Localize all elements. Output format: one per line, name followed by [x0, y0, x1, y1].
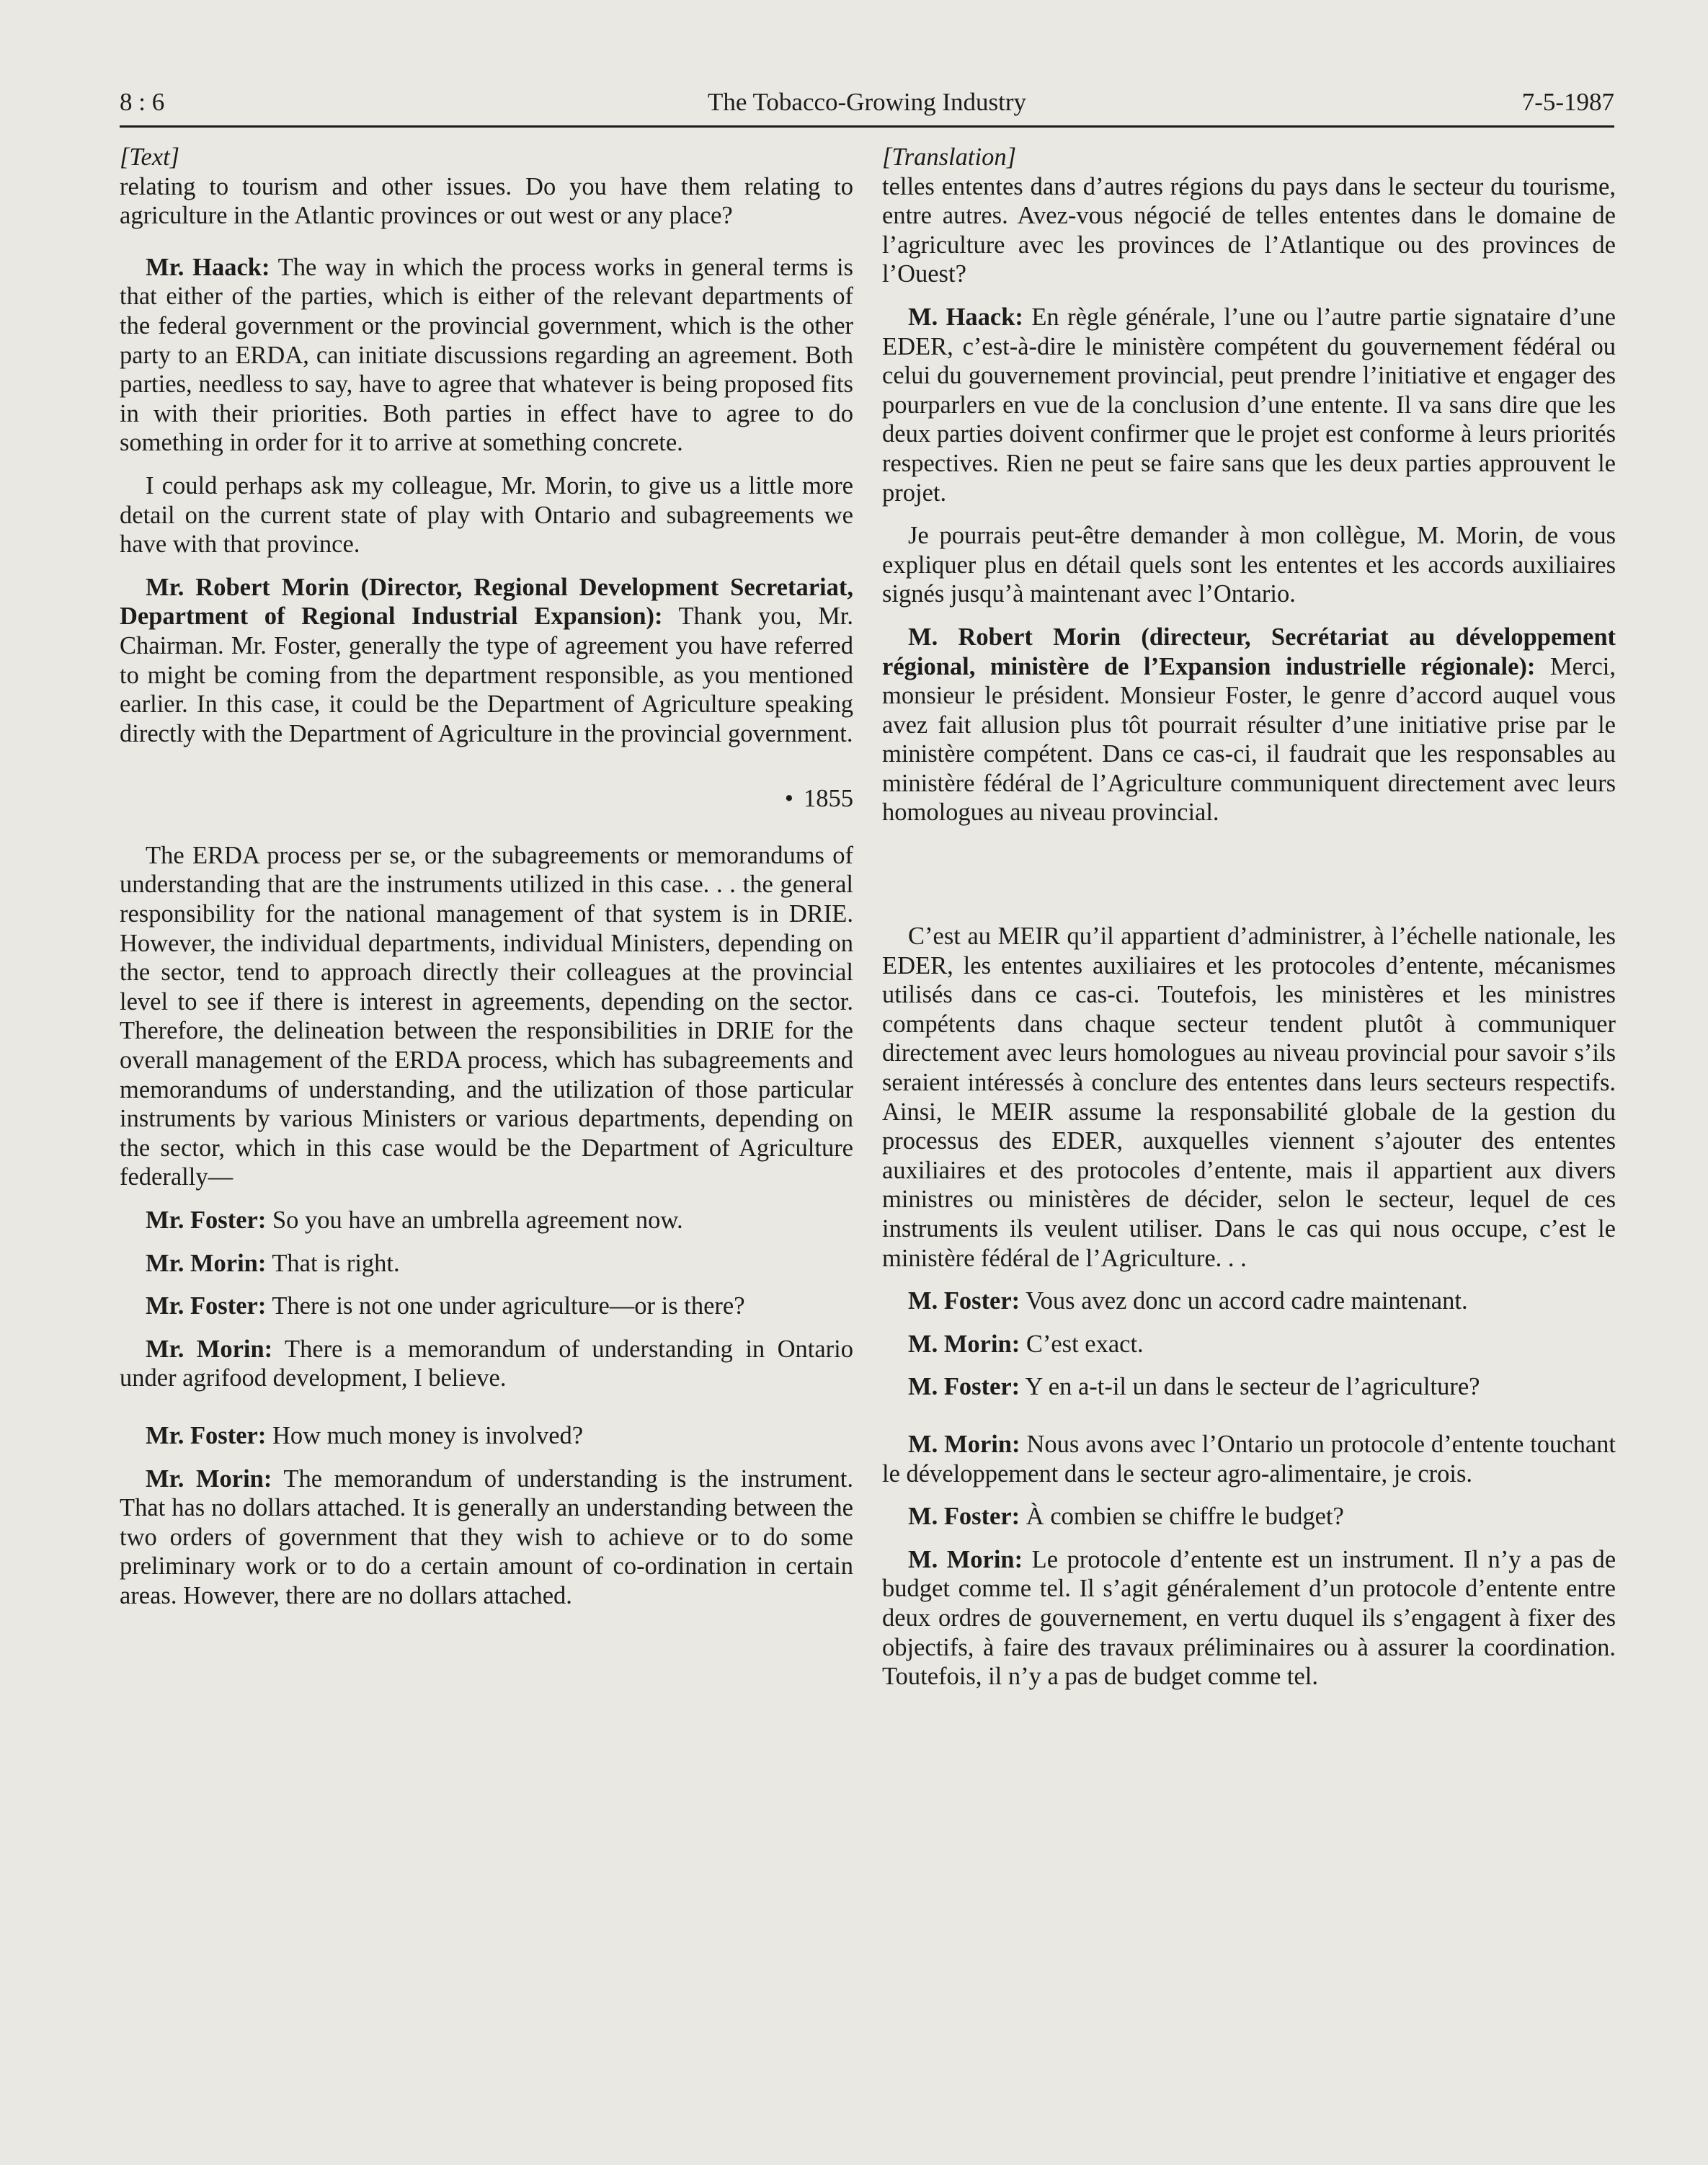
- paragraph: I could perhaps ask my colleague, Mr. Morin, to give us a little more detail on the current state of play with Ontario and subagreements we have with that province.: [120, 471, 853, 559]
- speech-text: Y en a-t-il un dans le secteur de l’agriculture?: [1020, 1373, 1480, 1401]
- paragraph: C’est au MEIR qu’il appartient d’administrer, à l’échelle nationale, les EDER, les ententes auxiliaires et les protocoles d’entente, mécanismes utilisés dans ce cas-ci. Toutefois, les ministères et les ministres compétents dans chaque secteur tendent plutôt à communiquer directement avec leurs homologues au niveau provincial pour savoir s’ils seraient intéressés à conclure des ententes dans leurs secteurs respectifs. Ainsi, le MEIR assume la responsabilité globale de la gestion du processus des EDER, auxquelles viennent s’ajouter des ententes auxiliaires et des protocoles d’entente, mais il appartient aux divers ministres ou ministères de décider, selon le secteur, lequel de ces instruments ils veulent utiliser. Dans le cas qui nous occupe, c’est le ministère fédéral de l’Agriculture. . .: [882, 923, 1616, 1272]
- language-tag: [Translation]: [882, 143, 1016, 171]
- bullet-icon: •: [784, 785, 793, 813]
- english-column: [120, 143, 853, 1624]
- speaker-name: Mr. Foster:: [146, 1292, 267, 1320]
- paragraph: [120, 1206, 853, 1235]
- speaker-name: M. Morin:: [908, 1545, 1023, 1573]
- paragraph: [882, 1330, 1616, 1359]
- paragraph: [120, 1292, 853, 1321]
- time-marker: [120, 784, 853, 814]
- speaker-name: M. Morin:: [908, 1430, 1020, 1458]
- speech-text: Nous avons avec l’Ontario un protocole d’entente touchant le développement dans le secteur agro-alimentaire, je crois.: [882, 1430, 1616, 1488]
- speech-text: There is not one under agriculture—or is there?: [266, 1292, 745, 1320]
- speech-text: The way in which the process works in general terms is that either of the parties, which is either of the relevant departments of the federal government or the provincial government, which is the other party to an ERDA, can initiate discussions regarding an agreement. Both parties, needless to say, have to agree that whatever is being proposed fits in with their priorities. Both parties in effect have to agree to do something in order for it to arrive at something concrete.: [120, 253, 853, 457]
- speech-text: The memorandum of understanding is the instrument. That has no dollars attached. It is generally an understanding between the two orders of government that they wish to achieve or to do some preliminary work or to do a certain amount of co-ordination in certain areas. However, there are no dollars attached.: [120, 1464, 853, 1609]
- paragraph: [882, 1286, 1616, 1316]
- speaker-name: M. Haack:: [908, 303, 1023, 331]
- speaker-name: M. Foster:: [908, 1373, 1020, 1401]
- paragraph: relating to tourism and other issues. Do you have them relating to agriculture in the Atlantic provinces or out west or any place?: [120, 172, 853, 230]
- header-date: 7-5-1987: [1521, 88, 1614, 116]
- paragraph: [120, 1335, 853, 1393]
- speaker-name: Mr. Robert Morin (Director, Regional Development Secretariat, Department of Regional Industrial Expansion):: [120, 573, 853, 631]
- speaker-name: Mr. Morin:: [146, 1335, 273, 1363]
- speaker-name: Mr. Foster:: [146, 1421, 267, 1449]
- speech-text: Vous avez donc un accord cadre maintenant.: [1020, 1287, 1468, 1315]
- speaker-name: Mr. Morin:: [146, 1249, 267, 1277]
- speech-text: Le protocole d’entente est un instrument. Il n’y a pas de budget comme tel. Il s’agit généralement d’un protocole d’entente entre deux ordres de gouvernement, en vertu duquel ils s’engagent à fixer des objectifs, à faire des travaux préliminaires ou à assurer la coordination. Toutefois, il n’y a pas de budget comme tel.: [882, 1545, 1616, 1691]
- paragraph: [120, 573, 853, 749]
- paragraph: [882, 1502, 1616, 1531]
- speaker-name: M. Foster:: [908, 1503, 1020, 1531]
- speech-text: There is a memorandum of understanding in Ontario under agrifood development, I believe.: [120, 1335, 853, 1392]
- paragraph: [882, 1545, 1616, 1691]
- speaker-name: Mr. Haack:: [146, 253, 270, 281]
- paragraph: [882, 1372, 1616, 1402]
- speech-text: That is right.: [266, 1249, 400, 1277]
- paragraph: [120, 1249, 853, 1279]
- french-column: [882, 143, 1616, 1705]
- speech-text: So you have an umbrella agreement now.: [266, 1206, 683, 1234]
- speech-text: How much money is involved?: [266, 1421, 584, 1449]
- speech-text: Merci, monsieur le président. Monsieur Foster, le genre d’accord auquel vous avez fait allusion plus tôt pourrait résulter d’une initiative prise par le ministère compétent. Dans ce cas-ci, il faudrait que les responsables au ministère fédéral de l’Agriculture communiquent directement avec leurs homologues au niveau provincial.: [882, 652, 1616, 827]
- running-header: [120, 82, 1614, 128]
- paragraph: [120, 1421, 853, 1451]
- paragraph: [120, 1464, 853, 1611]
- speech-text: C’est exact.: [1020, 1330, 1144, 1358]
- page-number: 8 : 6: [120, 88, 165, 116]
- speech-text: En règle générale, l’une ou l’autre partie signataire d’une EDER, c’est-à-dire le ministère compétent du gouvernement fédéral ou celui du gouvernement provincial, peut prendre l’initiative et engager des pourparlers en vue de la conclusion d’une entente. Il va sans dire que les deux parties doivent confirmer que le projet est conforme à leurs priorités respectives. Rien ne peut se faire sans que les deux parties approuvent le projet.: [882, 303, 1616, 507]
- speaker-name: Mr. Morin:: [146, 1464, 272, 1493]
- running-title: The Tobacco-Growing Industry: [707, 88, 1027, 116]
- paragraph: [882, 1430, 1616, 1488]
- paragraph: [120, 253, 853, 458]
- speaker-name: M. Morin:: [908, 1330, 1020, 1358]
- speech-text: À combien se chiffre le budget?: [1020, 1503, 1344, 1531]
- paragraph: [882, 623, 1616, 827]
- paragraph: The ERDA process per se, or the subagreements or memorandums of understanding that are the instruments utilized in this case. . . the general responsibility for the national management of that system is in DRIE. However, the individual departments, individual Ministers, depending on the sector, tend to approach directly their colleagues at the provincial level to see if there is interest in agreements, depending on the sector. Therefore, the delineation between the responsibilities in DRIE for the overall management of the ERDA process, which has subagreements and memorandums of understanding, and the utilization of those particular instruments by various Ministers or various departments, depending on the sector, which in this case would be the Department of Agriculture federally—: [120, 841, 853, 1191]
- time-marker-value: 1855: [804, 785, 853, 813]
- paragraph: [882, 303, 1616, 507]
- language-tag: [Text]: [120, 143, 180, 171]
- paragraph: Je pourrais peut-être demander à mon collègue, M. Morin, de vous expliquer plus en détail quels sont les ententes et les accords auxiliaires signés jusqu’à maintenant avec l’Ontario.: [882, 522, 1616, 608]
- speaker-name: M. Robert Morin (directeur, Secrétariat au développement régional, ministère de l’Expansion industrielle régionale):: [882, 623, 1616, 680]
- speaker-name: M. Foster:: [908, 1287, 1020, 1315]
- speaker-name: Mr. Foster:: [146, 1206, 267, 1234]
- speech-text: Thank you, Mr. Chairman. Mr. Foster, generally the type of agreement you have referred to might be coming from the department responsible, as you mentioned earlier. In this case, it could be the Department of Agriculture speaking directly with the Department of Agriculture in the provincial government.: [120, 603, 854, 747]
- paragraph: telles ententes dans d’autres régions du pays dans le secteur du tourisme, entre autres. Avez-vous négocié de telles ententes dans le domaine de l’agriculture avec les provinces de l’Atlantique ou des provinces de l’Ouest?: [882, 172, 1616, 288]
